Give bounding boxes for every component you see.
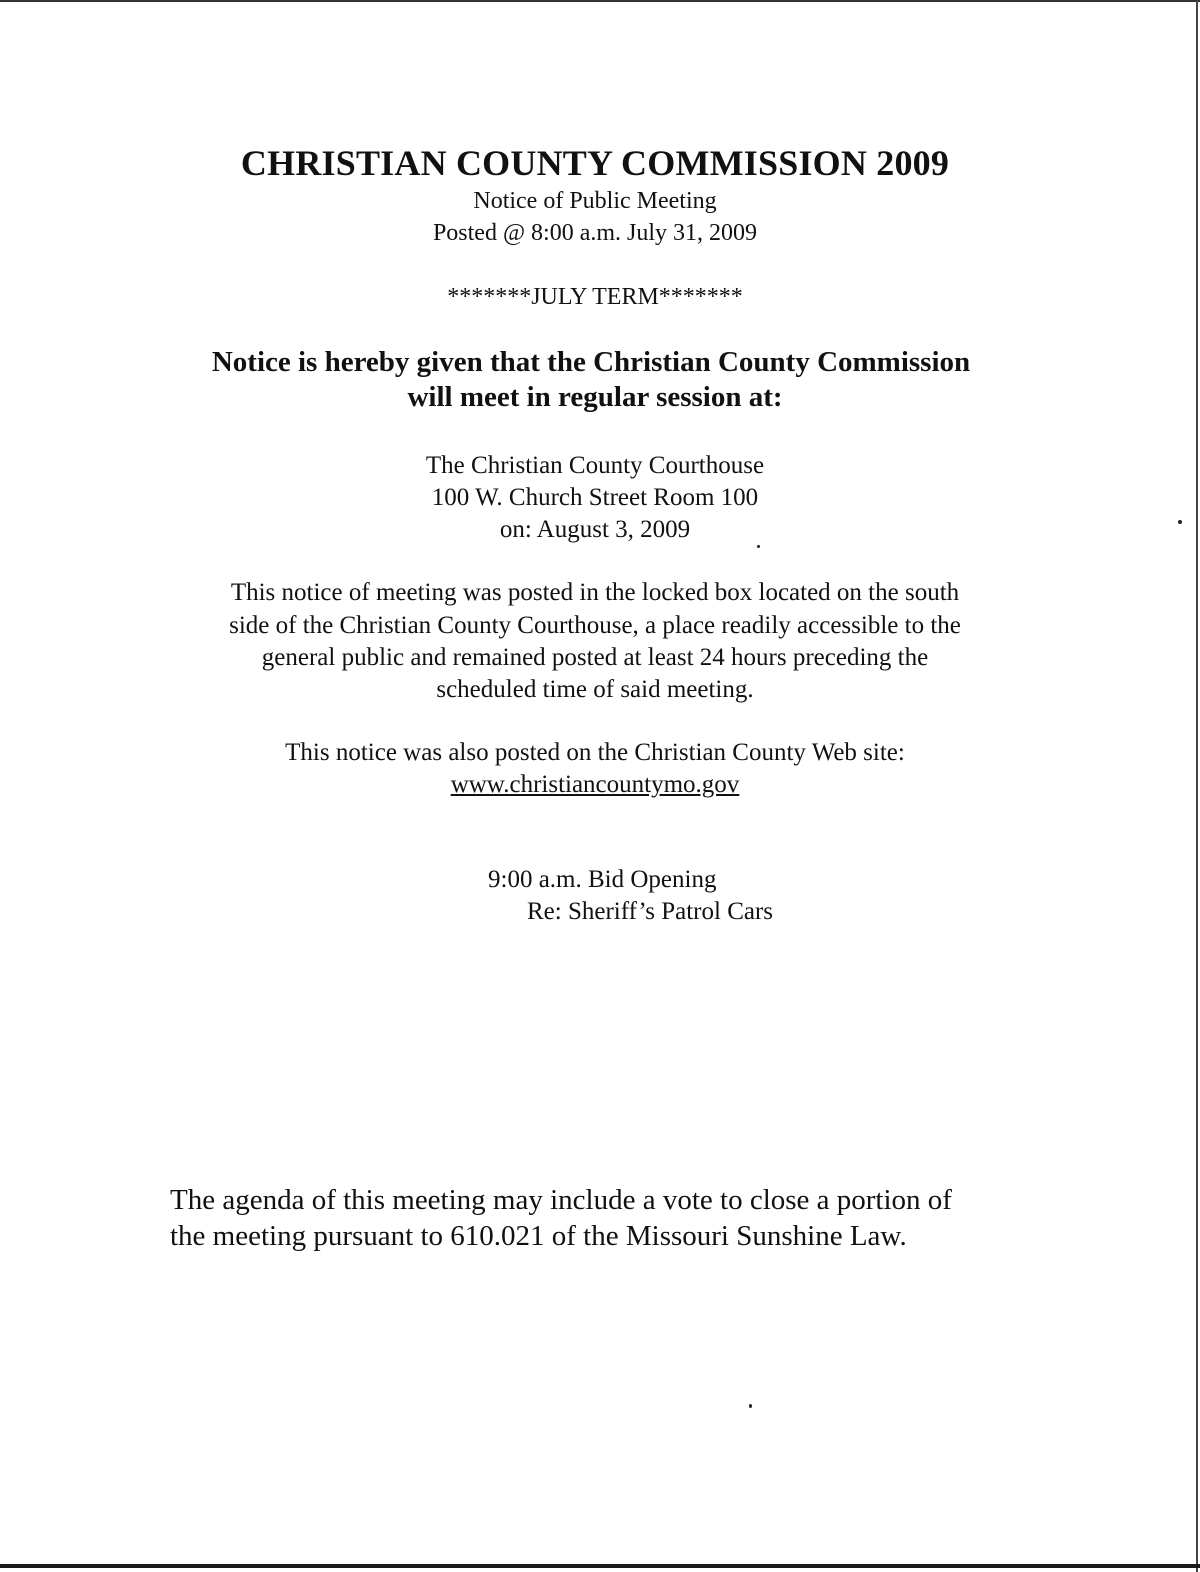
posting-line-3: general public and remained posted at least 24 hours preceding the [261,644,929,671]
notice-line-2: will meet in regular session at: [407,381,783,413]
posting-line-2: side of the Christian County Courthouse, a place readily accessible to the [229,612,961,639]
document-subtitle: Notice of Public Meeting [473,188,717,214]
posted-timestamp: Posted @ 8:00 a.m. July 31, 2009 [432,220,758,246]
posting-line-4: scheduled time of said meeting. [436,676,754,703]
meeting-date: on: August 3, 2009 [499,516,691,543]
term-banner: *******JULY TERM******* [447,284,743,310]
scan-border-right [1196,0,1198,1572]
scan-border-bottom [0,1564,1200,1568]
website-link-row [0,771,1190,799]
meeting-address: 100 W. Church Street Room 100 [431,484,759,511]
website-link[interactable]: www.christiancountymo.gov [450,771,740,798]
closing-line-2: the meeting pursuant to 610.021 of the Missouri Sunshine Law. [170,1220,907,1252]
scan-border-top [0,0,1200,2]
website-notice: This notice was also posted on the Christian County Web site: [285,739,905,766]
agenda-time-item: 9:00 a.m. Bid Opening [488,866,717,893]
meeting-place: The Christian County Courthouse [425,452,765,479]
scan-speck [749,1404,752,1408]
agenda-re-item: Re: Sheriff’s Patrol Cars [527,898,774,925]
posting-line-1: This notice of meeting was posted in the locked box located on the south [230,579,960,606]
closing-line-1: The agenda of this meeting may include a vote to close a portion of [170,1184,952,1216]
scan-speck [757,545,760,548]
notice-line-1: Notice is hereby given that the Christian County Commission [211,346,971,378]
document-title: CHRISTIAN COUNTY COMMISSION 2009 [240,143,950,183]
